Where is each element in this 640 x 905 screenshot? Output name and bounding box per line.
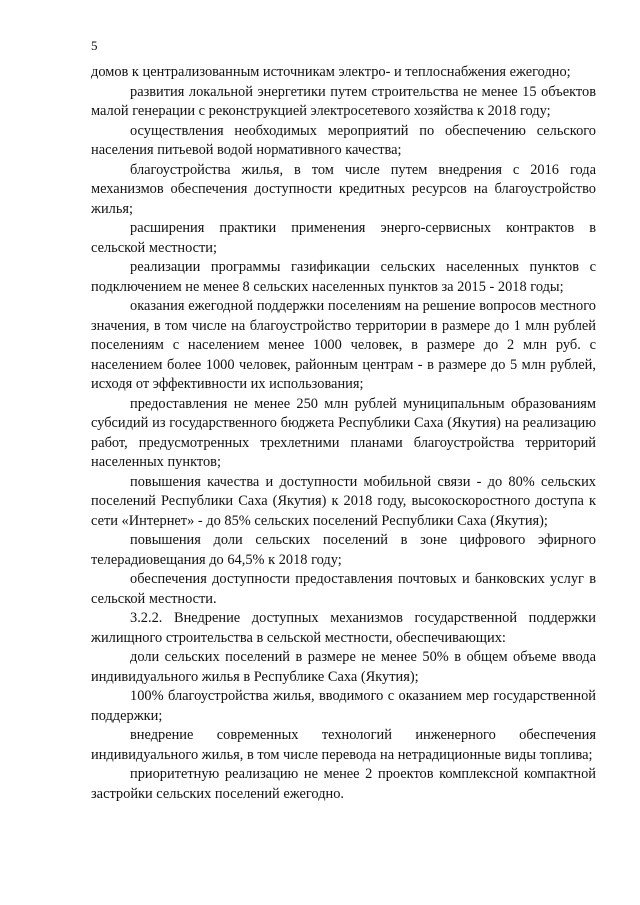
paragraph-continuation: домов к централизованным источникам электро- и теплоснабжения ежегодно; (91, 64, 571, 80)
paragraph-postal-banking: обеспечения доступности предоставления почтовых и банковских услуг в сельской местности. (91, 571, 596, 607)
paragraph-engineering-technologies: внедрение современных технологий инженерного обеспечения индивидуального жилья, в том числе перевода на нетрадиционные виды топлива; (91, 727, 596, 763)
paragraph-digital-broadcasting: повышения доли сельских поселений в зоне цифрового эфирного телерадиовещания до 64,5% к 2018 году; (91, 532, 596, 568)
paragraph-mobile-internet: повышения качества и доступности мобильной связи - до 80% сельских поселений Республики Саха (Якутия) к 2018 году, высокоскоростного доступа к сети «Интернет» - до 85% сельских поселений Республики Саха (Якутия); (91, 473, 596, 529)
document-body (91, 63, 596, 804)
paragraph-settlement-support: оказания ежегодной поддержки поселениям на решение вопросов местного значения, в том числе на благоустройство территории в размере до 1 млн рублей поселениям с населением менее 1000 человек, в размере до 2 млн руб. с населением более 1000 человек, районным центрам - в размере до 5 млн рублей, исходя от эффективности их использования; (91, 298, 596, 392)
paragraph-energy-service-contracts: расширения практики применения энерго-сервисных контрактов в сельской местности; (91, 220, 596, 256)
paragraph-subsidies: предоставления не менее 250 млн рублей муниципальным образованиям субсидий из государственного бюджета Республики Саха (Якутия) на реализацию работ, предусмотренных трехлетними планами благоустройства территорий населенных пунктов; (91, 395, 596, 470)
paragraph-section-3-2-2: 3.2.2. Внедрение доступных механизмов государственной поддержки жилищного строительства в сельской местности, обеспечивающих: (91, 610, 596, 646)
paragraph-drinking-water: осуществления необходимых мероприятий по обеспечению сельского населения питьевой водой нормативного качества; (91, 122, 596, 158)
page-number: 5 (91, 38, 98, 53)
paragraph-housing-improvement: благоустройства жилья, в том числе путем внедрения с 2016 года механизмов обеспечения доступности кредитных ресурсов на благоустройство жилья; (91, 161, 596, 217)
paragraph-full-improvement: 100% благоустройства жилья, вводимого с оказанием мер государственной поддержки; (91, 688, 596, 724)
paragraph-local-energy: развития локальной энергетики путем строительства не менее 15 объектов малой генерации с реконструкцией электросетевого хозяйства к 2018 году; (91, 83, 596, 119)
paragraph-housing-share: доли сельских поселений в размере не менее 50% в общем объеме ввода индивидуального жилья в Республике Саха (Якутия); (91, 649, 596, 685)
paragraph-gasification: реализации программы газификации сельских населенных пунктов с подключением не менее 8 сельских населенных пунктов за 2015 - 2018 годы; (91, 259, 596, 295)
paragraph-compact-development: приоритетную реализацию не менее 2 проектов комплексной компактной застройки сельских поселений ежегодно. (91, 766, 596, 802)
